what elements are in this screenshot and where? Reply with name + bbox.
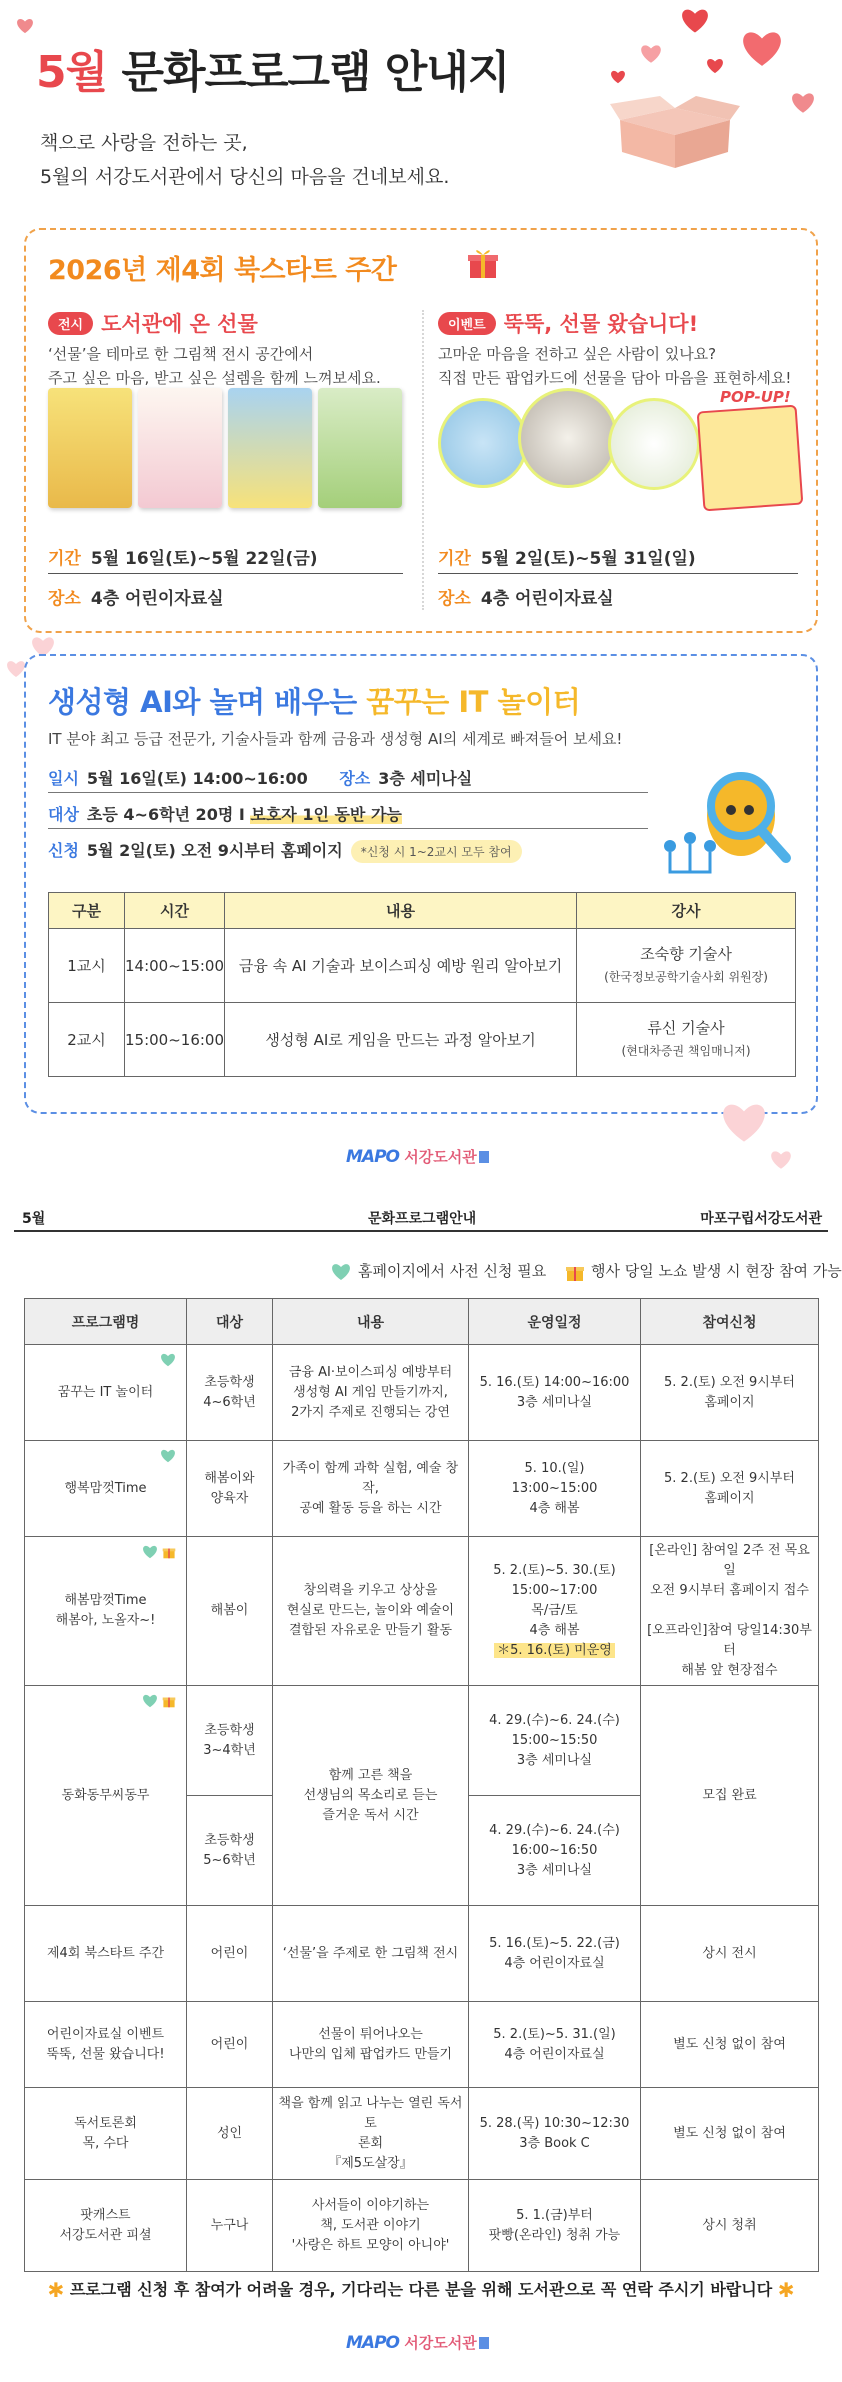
target-key: 대상 [48,805,79,824]
cell-schedule: 5. 10.(일) 13:00~15:00 4층 해봄 [469,1441,641,1537]
exhibit-description [48,342,381,390]
page-title [36,36,509,100]
subtitle-line-1: 책으로 사랑을 전하는 곳, [40,132,248,154]
heart-icon [6,660,26,678]
cell-target: 해봄이 [187,1537,273,1686]
divider [48,828,648,829]
heart-icon [680,8,710,34]
heart-icon [790,92,816,114]
event-heading [438,308,698,338]
star-icon: ✱ [777,2278,795,2302]
period-value: 5월 16일(토)~5월 22일(금) [90,549,318,569]
table-row [25,1441,819,1537]
cell-program: 어린이자료실 이벤트 뚝뚝, 선물 왔습니다! [25,2002,187,2088]
cell-program [25,1345,187,1441]
it-title-b: 꿈꾸는 IT 놀이터 [366,685,581,719]
col-header: 참여신청 [641,1299,819,1345]
exhibit-tag: 전시 [48,312,93,335]
cell-content: 함께 고른 책을 선생님의 목소리로 듣는 즐거운 독서 시간 [273,1686,469,1906]
col-header: 운영일정 [469,1299,641,1345]
bookstart-section [24,228,818,633]
logo-mark: MAPO [346,1147,399,1167]
gift-icon [162,1545,176,1559]
book-cover [228,388,312,508]
cell-target: 해봄이와 양육자 [187,1441,273,1537]
col-header: 프로그램명 [25,1299,187,1345]
table-row [25,2088,819,2180]
cell-program: 팟캐스트 서강도서관 피셜 [25,2180,187,2272]
gift-icon [466,246,500,280]
cell-content: 선물이 튀어나오는 나만의 입체 팝업카드 만들기 [273,2002,469,2088]
cell-schedule: 5. 16.(토)~5. 22.(금) 4층 어린이자료실 [469,1906,641,2002]
cell-schedule: 5. 2.(토)~5. 31.(일) 4층 어린이자료실 [469,2002,641,2088]
it-date-row [48,766,472,789]
cell-target: 어린이 [187,2002,273,2088]
heart-icon [330,1263,352,1281]
exhibit-title: 도서관에 온 선물 [101,312,258,336]
cell-apply: 5. 2.(토) 오전 9시부터 홈페이지 [641,1345,819,1441]
logo-mark: MAPO [346,2333,399,2353]
cell-target: 어린이 [187,1906,273,2002]
cell-period: 1교시 [49,929,125,1003]
heart-icon [160,1353,176,1367]
header-title: 문화프로그램안내 [368,1211,477,1227]
column-divider [422,310,424,610]
book-icon [479,1151,489,1163]
target-value: 초등 4~6학년 20명 I [86,805,251,824]
exhibit-period [48,544,403,574]
picture-books-image [48,388,408,518]
it-playground-section [24,654,818,1114]
title-month: 5월 [36,47,108,98]
place-value: 3층 세미나실 [378,769,473,788]
heart-icon [706,58,724,74]
place-value: 4층 어린이자료실 [480,589,614,609]
col-header: 시간 [125,893,225,929]
logo-name: 서강도서관 [404,1148,477,1166]
cell-content: 창의력을 키우고 상상을 현실로 만드는, 놀이와 예술이 결합된 자유로운 만들기 활동 [273,1537,469,1686]
divider [48,792,648,793]
cell-apply: 상시 전시 [641,1906,819,2002]
heart-icon [610,70,626,84]
event-period [438,544,798,574]
popup-card [697,405,804,512]
exhibit-place [48,584,224,613]
ai-mascot-illustration [646,754,796,884]
cell-apply: 별도 신청 없이 참여 [641,2002,819,2088]
cell-apply: 별도 신청 없이 참여 [641,2088,819,2180]
exhibit-desc-line2: 주고 싶은 마음, 받고 싶은 설렘을 함께 느껴보세요. [48,369,381,387]
document-header [14,1200,828,1232]
cell-content: ‘선물’을 주제로 한 그림책 전시 [273,1906,469,2002]
col-header: 내용 [273,1299,469,1345]
program-table [24,1298,819,2272]
popup-card-photos [438,388,808,518]
program-name: 행복맘껏Time [64,1480,147,1496]
cell-target: 초등학생 5~6학년 [187,1796,273,1906]
footer-notice [0,2277,842,2302]
teacher-name: 조숙향 기술사 [640,945,732,963]
cell-teacher [577,1003,796,1077]
title-rest: 문화프로그램 안내지 [107,47,510,98]
cell-program: 독서토론회 목, 수다 [25,2088,187,2180]
place-value: 4층 어린이자료실 [90,589,224,609]
book-cover [48,388,132,508]
heart-icon [770,1150,792,1170]
it-title [48,680,580,721]
cell-target: 누구나 [187,2180,273,2272]
program-name: 동화동무씨동무 [61,1787,150,1803]
exhibit-heading [48,308,258,338]
gift-icon [565,1262,585,1282]
program-name: 꿈꾸는 IT 놀이터 [57,1384,154,1400]
event-desc-line2: 직접 만든 팝업카드에 선물을 담아 마음을 표현하세요! [438,369,792,387]
col-header: 대상 [187,1299,273,1345]
event-place [438,584,614,613]
cell-program: 제4회 북스타트 주간 [25,1906,187,2002]
cell-time: 14:00~15:00 [125,929,225,1003]
photo-circle [608,398,700,490]
book-icon [479,2337,489,2349]
cell-apply: 5. 2.(토) 오전 9시부터 홈페이지 [641,1441,819,1537]
legend-heart-text: 홈페이지에서 사전 신청 필요 [358,1262,547,1280]
cell-content: 책을 함께 읽고 나누는 열린 독서토 론회 『제5도살장』 [273,2088,469,2180]
cell-program [25,1537,187,1686]
cell-target: 초등학생 3~4학년 [187,1686,273,1796]
subtitle-line-2: 5월의 서강도서관에서 당신의 마음을 건네보세요. [40,166,450,188]
library-logo [346,2332,489,2353]
cell-apply: 상시 청취 [641,2180,819,2272]
bookstart-title: 2026년 제4회 북스타트 주간 [48,255,397,286]
cell-schedule: 5. 28.(목) 10:30~12:30 3층 Book C [469,2088,641,2180]
cell-schedule [469,1537,641,1686]
period-key: 기간 [48,549,81,569]
place-key: 장소 [339,769,371,788]
table-row [49,929,796,1003]
book-cover [318,388,402,508]
cell-program [25,1441,187,1537]
event-title: 뚝뚝, 선물 왔습니다! [503,312,699,336]
cell-content: 생성형 AI로 게임을 만드는 과정 알아보기 [225,1003,577,1077]
apply-value: 5월 2일(토) 오전 9시부터 홈페이지 [86,841,343,860]
teacher-affiliation: (현대차증권 책임매니저) [621,1044,751,1058]
apply-key: 신청 [48,841,79,860]
cell-content: 가족이 함께 과학 실험, 예술 창작, 공예 활동 등을 하는 시간 [273,1441,469,1537]
legend-icons [142,1545,176,1566]
heart-icon [142,1545,158,1559]
cell-apply: [온라인] 참여일 2주 전 목요일 오전 9시부터 홈페이지 접수 [오프라인]참여 당일14:30부터 해봄 앞 현장접수 [641,1537,819,1686]
cell-schedule: 5. 1.(금)부터 팟빵(온라인) 청취 가능 [469,2180,641,2272]
it-description: IT 분야 최고 등급 전문가, 기술사들과 함께 금융과 생성형 AI의 세계로 빠져들어 보세요! [48,730,623,748]
table-row [25,1537,819,1686]
exhibit-desc-line1: ‘선물’을 테마로 한 그림책 전시 공간에서 [48,345,314,363]
hero-section [0,0,842,210]
heart-icon [16,18,34,34]
header-library: 마포구립서강도서관 [700,1211,822,1227]
photo-circle [518,388,618,488]
cell-schedule: 4. 29.(수)~6. 24.(수) 15:00~15:50 3층 세미나실 [469,1686,641,1796]
guardian-note: 보호자 1인 동반 가능 [250,805,402,824]
place-key: 장소 [438,589,471,609]
schedule-note: ＊5. 16.(토) 미운영 [494,1643,615,1658]
legend [330,1260,842,1282]
cell-target: 성인 [187,2088,273,2180]
heart-icon [160,1449,176,1463]
cell-schedule: 4. 29.(수)~6. 24.(수) 16:00~16:50 3층 세미나실 [469,1796,641,1906]
period-value: 5월 2일(토)~5월 31일(일) [480,549,696,569]
cell-content: 금융 AI·보이스피싱 예방부터 생성형 AI 게임 만들기까지, 2가지 주제로 진행되는 강연 [273,1345,469,1441]
library-logo [346,1146,489,1167]
hero-subtitle [40,126,449,194]
col-header: 강사 [577,893,796,929]
table-row [25,2180,819,2272]
gift-box-illustration [610,90,740,170]
heart-icon [640,44,662,64]
table-row [49,1003,796,1077]
heart-icon [720,1102,768,1144]
popup-label: POP-UP! [720,388,791,406]
event-desc-line1: 고마운 마음을 전하고 싶은 사람이 있나요? [438,345,717,363]
cell-schedule: 5. 16.(토) 14:00~16:00 3층 세미나실 [469,1345,641,1441]
table-row [25,2002,819,2088]
col-header: 내용 [225,893,577,929]
header-month: 5월 [22,1211,46,1227]
teacher-affiliation: (한국정보공학기술사회 위원장) [604,970,768,984]
apply-note: *신청 시 1~2교시 모두 참여 [351,840,522,863]
col-header: 구분 [49,893,125,929]
program-name: 해봄맘껏Time 해봄아, 노올자~! [55,1593,156,1628]
photo-circle [438,398,528,488]
book-cover [138,388,222,508]
cell-teacher [577,929,796,1003]
logo-name: 서강도서관 [404,2334,477,2352]
it-apply-row [48,838,522,863]
teacher-name: 류신 기술사 [647,1019,725,1037]
it-title-a: 생성형 AI와 놀며 배우는 [48,685,367,719]
legend-gift-text: 행사 당일 노쇼 발생 시 현장 참여 가능 [590,1262,842,1280]
event-description [438,342,791,390]
event-tag: 이벤트 [438,312,496,335]
heart-icon [740,30,784,68]
place-key: 장소 [48,589,81,609]
cell-content: 사서들이 이야기하는 책, 도서관 이야기 '사랑은 하트 모양이 아니야' [273,2180,469,2272]
legend-icons [142,1694,176,1715]
it-target-row [48,802,402,825]
footer-notice-text: 프로그램 신청 후 참여가 어려울 경우, 기다리는 다른 분을 위해 도서관으로 꼭 연락 주시기 바랍니다 [69,2280,773,2299]
cell-target: 초등학생 4~6학년 [187,1345,273,1441]
date-key: 일시 [48,769,79,788]
schedule-text: 5. 2.(토)~5. 30.(토) 15:00~17:00 목/금/토 4층 해봄 [493,1563,616,1638]
date-value: 5월 16일(토) 14:00~16:00 [86,769,308,788]
cell-time: 15:00~16:00 [125,1003,225,1077]
it-schedule-table [48,892,796,1077]
cell-period: 2교시 [49,1003,125,1077]
gift-icon [162,1694,176,1708]
table-row [25,1906,819,2002]
star-icon: ✱ [47,2278,65,2302]
cell-content: 금융 속 AI 기술과 보이스피싱 예방 원리 알아보기 [225,929,577,1003]
cell-apply: 모집 완료 [641,1686,819,1906]
table-row [25,1686,819,1796]
table-row [25,1345,819,1441]
period-key: 기간 [438,549,471,569]
cell-program [25,1686,187,1906]
heart-icon [142,1694,158,1708]
